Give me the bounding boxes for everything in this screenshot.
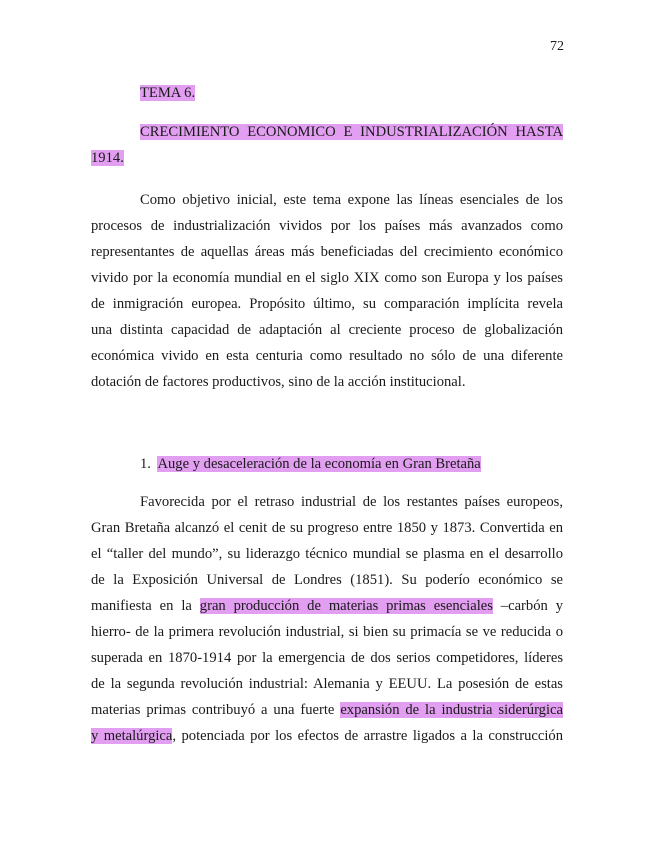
section-title: Auge y desaceleración de la economía en Gran Bretaña (157, 456, 481, 472)
intro-line: económica vivido en esta centuria como resultado no sólo de una diferente (91, 348, 563, 364)
body-line: superada en 1870-1914 por la emergencia de dos serios competidores, líderes (91, 650, 563, 666)
title-line-1: CRECIMIENTO ECONOMICO E INDUSTRIALIZACIÓN HASTA (140, 124, 563, 140)
intro-line: vivido por la economía mundial en el siglo XIX como son Europa y los países (91, 270, 563, 286)
body-line: manifiesta en la gran producción de materias primas esenciales –carbón y (91, 598, 563, 614)
body-line: y metalúrgica, potenciada por los efectos de arrastre ligados a la construcción (91, 728, 563, 744)
body-line: materias primas contribuyó a una fuerte expansión de la industria siderúrgica (91, 702, 563, 718)
tema-heading (140, 84, 195, 102)
highlight-metalurgica: y metalúrgica (91, 728, 173, 744)
intro-line: representantes de aquellas áreas más beneficiadas del crecimiento económico (91, 244, 563, 260)
body-line: Favorecida por el retraso industrial de los restantes países europeos, (140, 494, 563, 510)
intro-line: procesos de industrialización vividos por los países más avanzados como (91, 218, 563, 234)
section-heading (140, 455, 481, 473)
body-line: hierro- de la primera revolución industrial, si bien su primacía se ve reducida o (91, 624, 563, 640)
tema-label: TEMA 6. (140, 85, 196, 101)
intro-line: una distinta capacidad de adaptación al creciente proceso de globalización (91, 322, 563, 338)
highlight-siderurgica: expansión de la industria siderúrgica (340, 702, 563, 718)
body-line: de la segunda revolución industrial: Alemania y EEUU. La posesión de estas (91, 676, 563, 692)
intro-line: dotación de factores productivos, sino de la acción institucional. (91, 374, 466, 390)
body-line: de la Exposición Universal de Londres (1851). Su poderío económico se (91, 572, 563, 588)
body-line: el “taller del mundo”, su liderazgo técnico mundial se plasma en el desarrollo (91, 546, 563, 562)
intro-line: de inmigración europea. Propósito último, su comparación implícita revela (91, 296, 563, 312)
intro-line: Como objetivo inicial, este tema expone las líneas esenciales de los (140, 192, 563, 208)
highlight-materias-primas: gran producción de materias primas esenciales (199, 598, 493, 614)
section-number: 1. (140, 456, 151, 472)
page-number: 72 (550, 39, 564, 54)
body-line: Gran Bretaña alcanzó el cenit de su progreso entre 1850 y 1873. Convertida en (91, 520, 563, 536)
title-line-2: 1914. (91, 150, 124, 166)
